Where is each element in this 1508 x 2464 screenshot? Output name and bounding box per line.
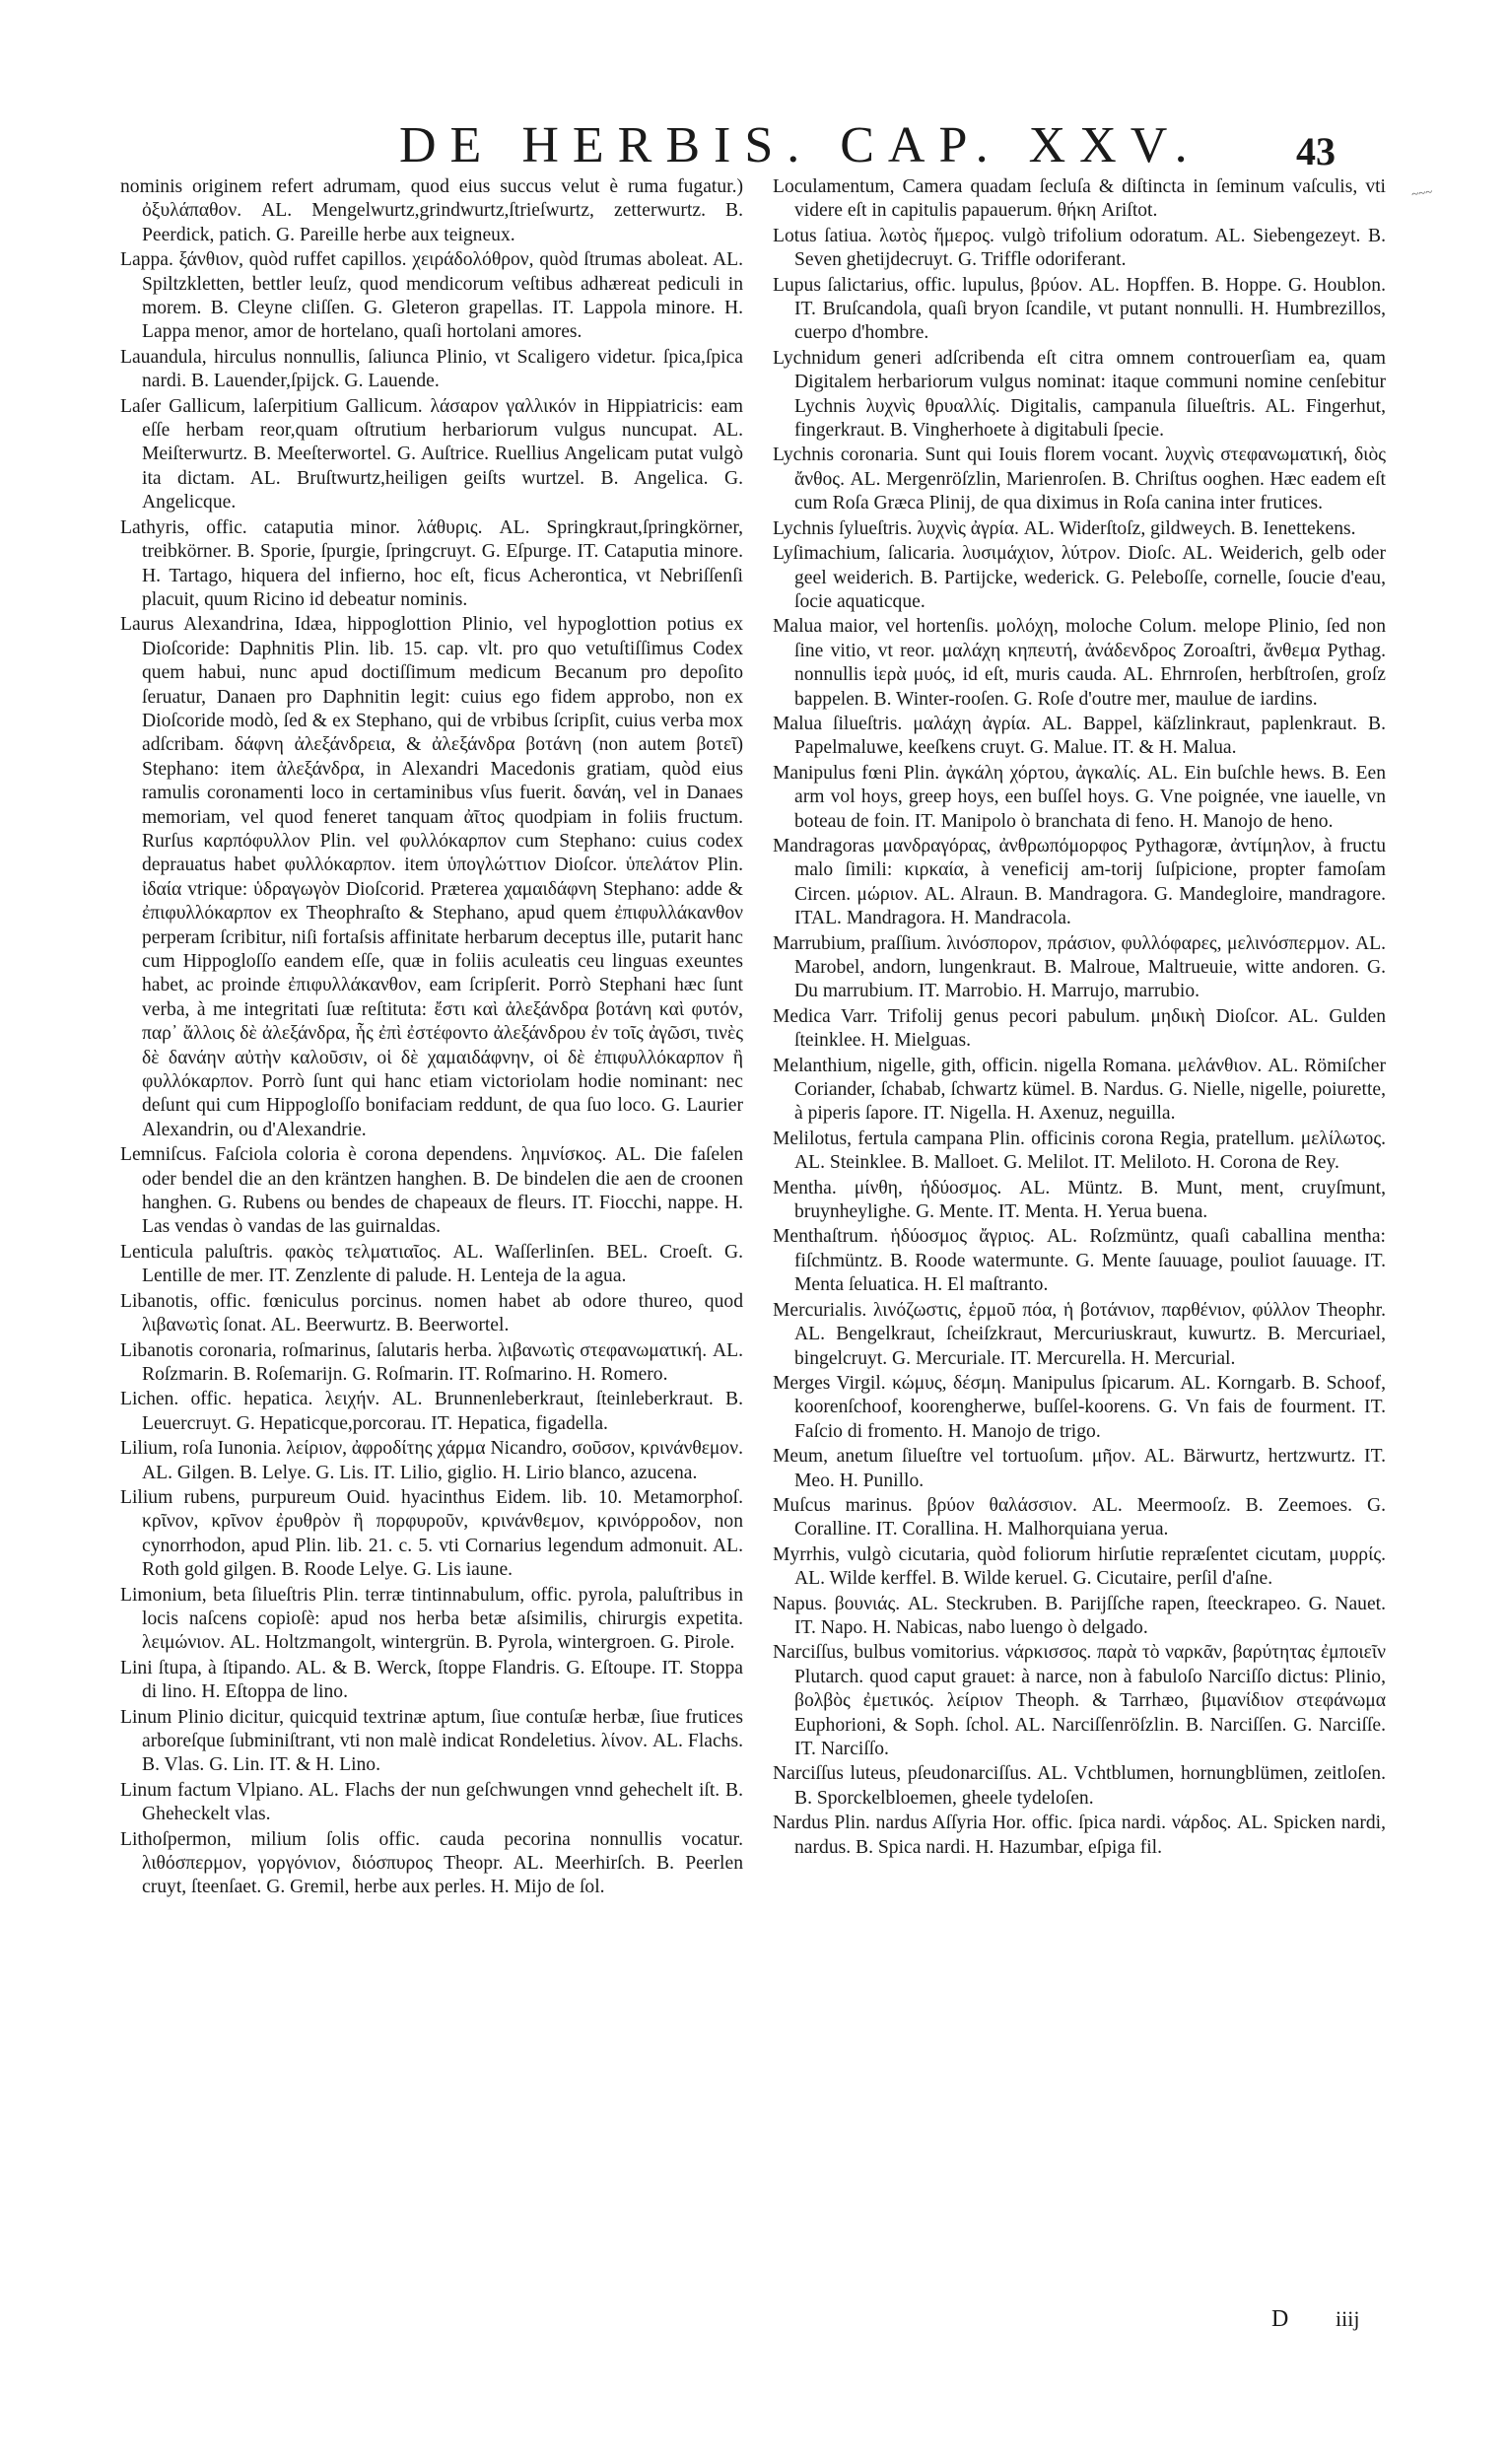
signature-mark: iiij xyxy=(1336,2306,1360,2331)
entry: Muſcus marinus. βρύον θαλάσσιον. AL. Meermooſz. B. Zeemoes. G. Coralline. IT. Corallina. H. Malhorquiana yerua. xyxy=(773,1494,1386,1540)
margin-note: ~~~ xyxy=(1409,183,1433,202)
entry: Malua ſilueſtris. μαλάχη ἀγρία. AL. Bappel, käſzlinkraut, paplenkraut. B. Papelmaluwe, keeſkens cruyt. G. Malue. IT. & H. Malua. xyxy=(773,713,1386,759)
entry: Lappa. ξάνθιον, quòd ruffet capillos. χειράδολόθρον, quòd ſtrumas aboleat. AL. Spiltzkletten, bettler leuſz, quod mendicorum veſtibus adhæreat pediculi in morem. B. Cleyne cliſſen. G. Gleteron grapellas. IT. Lappola minore. H. Lappa menor, amor de hortelano, quaſi hortolani amores. xyxy=(120,249,743,343)
catchword: D xyxy=(1271,2306,1289,2332)
entry: Limonium, beta ſilueſtris Plin. terræ tintinnabulum, offic. pyrola, paluſtribus in locis naſcens copioſè: apud nos herba betæ aſsimilis, chirurgis expetita. λειμώνιον. AL. Holtzmangolt, wintergrün. B. Pyrola, wintergroen. G. Pirole. xyxy=(120,1584,743,1654)
entry: Libanotis, offic. fœniculus porcinus. nomen habet ab odore thureo, quod λιβανωτὶς ſonat. AL. Beerwurtz. B. Beerwortel. xyxy=(120,1290,743,1336)
entry: Medica Varr. Trifolij genus pecori pabulum. μηδικὴ Dioſcor. AL. Gulden ſteinklee. H. Mielguas. xyxy=(773,1005,1386,1052)
entry: Merges Virgil. κώμυς, δέσμη. Manipulus ſpicarum. AL. Korngarb. B. Schoof, koorenſchoof, koorengherwe, buſſel-koorens. G. Vn fais de fourment. IT. Faſcio di fromento. H. Manojo de trigo. xyxy=(773,1372,1386,1442)
entry: Marrubium, praſſium. λινόσπορον, πράσιον, φυλλόφαρες, μελινόσπερμον. AL. Marobel, andorn, lungenkraut. B. Malroue, Maltrueuie, witte andoren. G. Du marrubium. IT. Marrobio. H. Marrujo, marrubio. xyxy=(773,932,1386,1002)
right-column xyxy=(773,175,1386,1861)
running-head: DE HERBIS. CAP. XXV. xyxy=(399,117,1201,173)
entry: Mandragoras μανδραγόρας, ἀνθρωπόμορφος Pythagoræ, ἀντίμηλον, à fructu malo ſimili: κιρκαία, à veneficij am-torij ſuſpicione, propter famoſam Circen. μώριον. AL. Alraun. B. Mandragora. G. Mandegloire, mandragore. ITAL. Mandragora. H. Mandracola. xyxy=(773,835,1386,929)
entry: Lichen. offic. hepatica. λειχήν. AL. Brunnenleberkraut, ſteinleberkraut. B. Leuercruyt. G. Hepaticque,porcorau. IT. Hepatica, figadella. xyxy=(120,1389,743,1434)
entry: Manipulus fœni Plin. ἀγκάλη χόρτου, ἀγκαλίς. AL. Ein buſchle hews. B. Een arm vol hoys, greep hoys, een buſſel hoys. G. Vne poignée, vne iauelle, vn boteau de foin. IT. Manipolo ò branchata di feno. H. Manojo de heno. xyxy=(773,762,1386,832)
entry: Linum factum Vlpiano. AL. Flachs der nun geſchwungen vnnd gehechelt iſt. B. Gheheckelt vlas. xyxy=(120,1779,743,1825)
entry: Lilium, roſa Iunonia. λείριον, ἀφροδίτης χάρμα Nicandro, σοῦσον, κρινάνθεμον. AL. Gilgen. B. Lelye. G. Lis. IT. Lilio, giglio. H. Lirio blanco, azucena. xyxy=(120,1438,743,1483)
entry: Lauandula, hirculus nonnullis, ſaliunca Plinio, vt Scaligero videtur. ſpica,ſpica nardi. B. Lauender,ſpijck. G. Lauende. xyxy=(120,346,743,392)
entry: Mentha. μίνθη, ἡδύοσμος. AL. Müntz. B. Munt, ment, cruyſmunt, bruynheylighe. G. Mente. IT. Menta. H. Yerua buena. xyxy=(773,1177,1386,1223)
entry: Lychnis coronaria. Sunt qui Iouis florem vocant. λυχνὶς στεφανωματική, διὸς ἄνθος. AL. Mergenröſzlin, Marienroſen. B. Chriſtus ooghen. Hæc eadem eſt cum Roſa Græca Plinij, de qua diximus in Roſa canina inter frutices. xyxy=(773,445,1386,514)
entry: Nardus Plin. nardus Aſſyria Hor. offic. ſpica nardi. νάρδος. AL. Spicken nardi, nardus. B. Spica nardi. H. Hazumbar, eſpiga fil. xyxy=(773,1813,1386,1858)
entry: Libanotis coronaria, roſmarinus, ſalutaris herba. λιβανωτὶς στεφανωματική. AL. Roſzmarin. B. Roſemarijn. G. Roſmarin. IT. Roſmarino. H. Romero. xyxy=(120,1339,743,1385)
entry: Napus. βουνιάς. AL. Steckruben. B. Parijſſche rapen, ſteeckrapeo. G. Nauet. IT. Napo. H. Nabicas, nabo luengo ò delgado. xyxy=(773,1593,1386,1638)
entry: Laſer Gallicum, laſerpitium Gallicum. λάσαρον γαλλικόν in Hippiatricis: eam eſſe herbam reor,quam oſtrutium herbariorum vulgus nuncupat. AL. Meiſterwurtz. B. Meeſterwortel. G. Auſtrice. Ruellius Angelicam putat vulgò ita dictam. AL. Bruſtwurtz,heiligen geiſts wurtzel. B. Angelica. G. Angelicque. xyxy=(120,395,743,513)
entry: Lychnis ſylueſtris. λυχνὶς ἀγρία. AL. Widerſtoſz, gildweych. B. Ienettekens. xyxy=(773,517,1356,539)
entry: Lathyris, offic. cataputia minor. λάθυρις. AL. Springkraut,ſpringkörner, treibkörner. B. Sporie, ſpurgie, ſpringcruyt. G. Eſpurge. IT. Cataputia minore. H. Tartago, hiquera del infierno, hoc eſt, ficus Acherontica, vt Nebriſſenſi placuit, quum Ricino id debeatur nominis. xyxy=(120,516,743,610)
entry: Laurus Alexandrina, Idæa, hippoglottion Plinio, vel hypoglottion potius ex Dioſcoride: Daphnitis Plin. lib. 15. cap. vlt. pro quo vetuſtiſſimus Codex quem habui, nunc apud doctiſſimum medicum Becanum pro depoſito ſeruatur, Danaen pro Daphnitin legit: cuius ego fidem approbo, non ex Dioſcoride modò, ſed & ex Stephano, qui de vrbibus ſcripſit, cuius verba mox adſcribam. δάφνη ἀλεξάνδρεια, & ἀλεξάνδρα βοτάνη (non autem βοτεῖ) Stephano: item ἀλεξάνδρα, in Alexandri Macedonis gratiam, quòd eius ramulis coronamenti loco in certaminibus vſus fuerit. δανάη, vel in Danaes memoriam, vel quod feneret tanquam ἀῖτος quodpiam in foliis fructum. Rurſus καρπόφυλλον Plin. vel φυλλόκαρπον cum Stephano: cuius codex deprauatus habet φυλλόκαρπον. item ὑπογλώττιον Dioſcor. ὑπελάτον Plin. ἰδαία vtrique: ὑδραγωγὸν Dioſcorid. Præterea χαμαιδάφνη Stephano: adde & ἐπιφυλλόκαρπον ex Theophraſto & Stephano, apud quem ἐπιφυλλάκανθον perperam ſcribitur, niſi fortaſsis affinitate herbarum deceptus ille, putarit hanc cum Hippogloſſo eandem eſſe, quæ in foliis aculeatis ceu linguas exeuntes habet, ac proinde ἐπιφυλλάκανθον, eam ſcripſerit. Porrò Stephani hæc ſunt verba, à me integritati ſuæ reſtituta: ἔστι καὶ ἀλεξάνδρα βοτάνη καὶ φυτόν, παρ᾿ ἄλλοις δὲ ἀλεξάνδρα, ἧς ἐπὶ ἐστέφοντο ἀλεξάνδρου ἐν τοῖς ἀγῶσι, τινὲς δὲ δανάην αὐτὴν καλοῦσιν, οἱ δὲ χαμαιδάφνην, οἱ δὲ ἐπιφυλλόκαρπον ἢ φυλλόκαρπον. Porrò ſunt qui hanc etiam victoriolam hodie nominant: nec deſunt qui cum Hippogloſſo bonifaciam reddunt, de qua ſuo loco. G. Laurier Alexandrin, ou d'Alexandrie. xyxy=(120,614,743,1140)
entry: Lilium rubens, purpureum Ouid. hyacinthus Eidem. lib. 10. Metamorphoſ. κρῖνον, κρῖνον ἐρυθρὸν ἢ πορφυροῦν, κρινάνθεμον, κρινόρροδον, non cynorrhodon, apud Plin. lib. 21. c. 5. vti Cornarius legendum admonuit. AL. Roth gold gilgen. B. Roode Lelye. G. Lis iaune. xyxy=(120,1486,743,1581)
page-number: 43 xyxy=(1296,129,1336,173)
entry: Melilotus, fertula campana Plin. officinis corona Regia, pratellum. μελίλωτος. AL. Steinklee. B. Malloet. G. Melilot. IT. Meliloto. H. Corona de Rey. xyxy=(773,1128,1386,1174)
entry: Lyſimachium, ſalicaria. λυσιμάχιον, λύτρον. Dioſc. AL. Weiderich, gelb oder geel weiderich. B. Partijcke, wederick. G. Peleboſſe, cornelle, ſoucie d'eau, ſocie aquaticque. xyxy=(773,543,1386,612)
entry: Lychnidum generi adſcribenda eſt citra omnem controuerſiam ea, quam Digitalem herbariorum vulgus nominat: itaque communi nomine cenſebitur Lychnis λυχνὶς θρυαλλίς. Digitalis, campanula ſilueſtris. AL. Fingerhut, fingerkraut. B. Vingherhoete à digitabuli ſpecie. xyxy=(773,347,1386,442)
left-column xyxy=(120,175,743,1901)
entry: Loculamentum, Camera quadam ſecluſa & diſtincta in ſeminum vaſculis, vti videre eſt in capitulis papauerum. θήκη Ariſtot. xyxy=(773,176,1386,222)
entry: Lemniſcus. Faſciola coloria è corona dependens. λημνίσκος. AL. Die faſelen oder bendel die an den kräntzen hanghen. B. De bindelen die aen de croonen hanghen. G. Rubens ou bendes de chapeaux de fleurs. IT. Fiocchi, nappe. H. Las vendas ò vandas de las guirnaldas. xyxy=(120,1144,743,1238)
entry: Myrrhis, vulgò cicutaria, quòd foliorum hirſutie repræſentet cicutam, μυρρίς. AL. Wilde kerffel. B. Wilde keruel. G. Cicutaire, perſil d'aſne. xyxy=(773,1543,1386,1590)
entry: Meum, anetum ſilueſtre vel tortuoſum. μῆον. AL. Bärwurtz, hertzwurtz. IT. Meo. H. Punillo. xyxy=(773,1446,1386,1491)
entry: Melanthium, nigelle, gith, officin. nigella Romana. μελάνθιον. AL. Römiſcher Coriander, ſchabab, ſchwartz kümel. B. Nardus. G. Nielle, nigelle, poiurette, à piperis ſapore. IT. Nigella. H. Axenuz, neguilla. xyxy=(773,1055,1386,1125)
entry: Lini ſtupa, à ſtipando. AL. & B. Werck, ſtoppe Flandris. G. Eſtoupe. IT. Stoppa di lino. H. Eſtoppa de lino. xyxy=(120,1657,743,1703)
entry: Menthaſtrum. ἡδύοσμος ἄγριος. AL. Roſzmüntz, quaſi caballina mentha: fiſchmüntz. B. Roode watermunte. G. Mente ſauuage, pouliot ſauuage. IT. Menta ſeluatica. H. El maſtranto. xyxy=(773,1226,1386,1296)
entry: Lupus ſalictarius, offic. lupulus, βρύον. AL. Hopffen. B. Hoppe. G. Houblon. IT. Bruſcandola, quaſi bryon ſcandile, vt putant nonnulli. H. Humbrezillos, cuerpo d'hombre. xyxy=(773,274,1386,344)
entry: Malua maior, vel hortenſis. μολόχη, moloche Colum. melope Plinio, ſed non ſine vitio, vt reor. μαλάχη κηπευτή, ἀνάδενδρος Zoroaſtri, ἄνθεμα Pythag. nonnullis ἱερὰ μυός, id eſt, muris cauda. AL. Ehrnroſen, herbſtroſen, groſz bappelen. B. Winter-rooſen. G. Roſe d'outre mer, maulue de iardins. xyxy=(773,616,1386,710)
entry: Narciſſus luteus, pſeudonarciſſus. AL. Vchtblumen, hornungblümen, zeitloſen. B. Sporckelbloemen, gheele tydeloſen. xyxy=(773,1763,1386,1809)
entry: Lotus ſatiua. λωτὸς ἥμερος. vulgò trifolium odoratum. AL. Siebengezeyt. B. Seven ghetijdecruyt. G. Triffle odoriferant. xyxy=(773,225,1386,271)
entry: nominis originem refert adrumam, quod eius succus velut è ruma fugatur.) ὀξυλάπαθον. AL. Mengelwurtz,grindwurtz,ſtrieſwurtz, zetterwurtz. B. Peerdick, patich. G. Pareille herbe aux teigneux. xyxy=(120,176,743,245)
entry: Lithoſpermon, milium ſolis offic. cauda pecorina nonnullis vocatur. λιθόσπερμον, γοργόνιον, διόσπυρος Theopr. AL. Meerhirſch. B. Peerlen cruyt, ſteenſaet. G. Gremil, herbe aux perles. H. Mijo de ſol. xyxy=(120,1828,743,1898)
entry: Lenticula paluſtris. φακὸς τελματιαῖος. AL. Waſſerlinſen. BEL. Croeſt. G. Lentille de mer. IT. Zenzlente di palude. H. Lenteja de la agua. xyxy=(120,1241,743,1287)
entry: Mercurialis. λινόζωστις, ἑρμοῦ πόα, ἡ βοτάνιον, παρθένιον, φύλλον Theophr. AL. Bengelkraut, ſcheiſzkraut, Mercuriuskraut, kuwurtz. B. Mercuriael, bingelcruyt. G. Mercuriale. IT. Mercurella. H. Mercurial. xyxy=(773,1299,1386,1369)
entry: Narciſſus, bulbus vomitorius. νάρκισσος. παρὰ τὸ ναρκᾶν, βαρύτητας ἐμποιεῖν Plutarch. quod caput grauet: à narce, non à fabuloſo Narciſſo dictus: Plinio, βολβὸς ἐμετικός. λείριον Theoph. & Tarrhæo, βιμανίδιον στεφάνωμα Euphorioni, & Soph. ſchol. AL. Narciſſenröſzlin. B. Narciſſen. G. Narciſſe. IT. Narciſſo. xyxy=(773,1642,1386,1759)
entry: Linum Plinio dicitur, quicquid textrinæ aptum, ſiue contuſæ herbæ, ſiue frutices arboreſque ſubminiſtrant, vti non malè indicat Rondeletius. λίνον. AL. Flachs. B. Vlas. G. Lin. IT. & H. Lino. xyxy=(120,1706,743,1776)
